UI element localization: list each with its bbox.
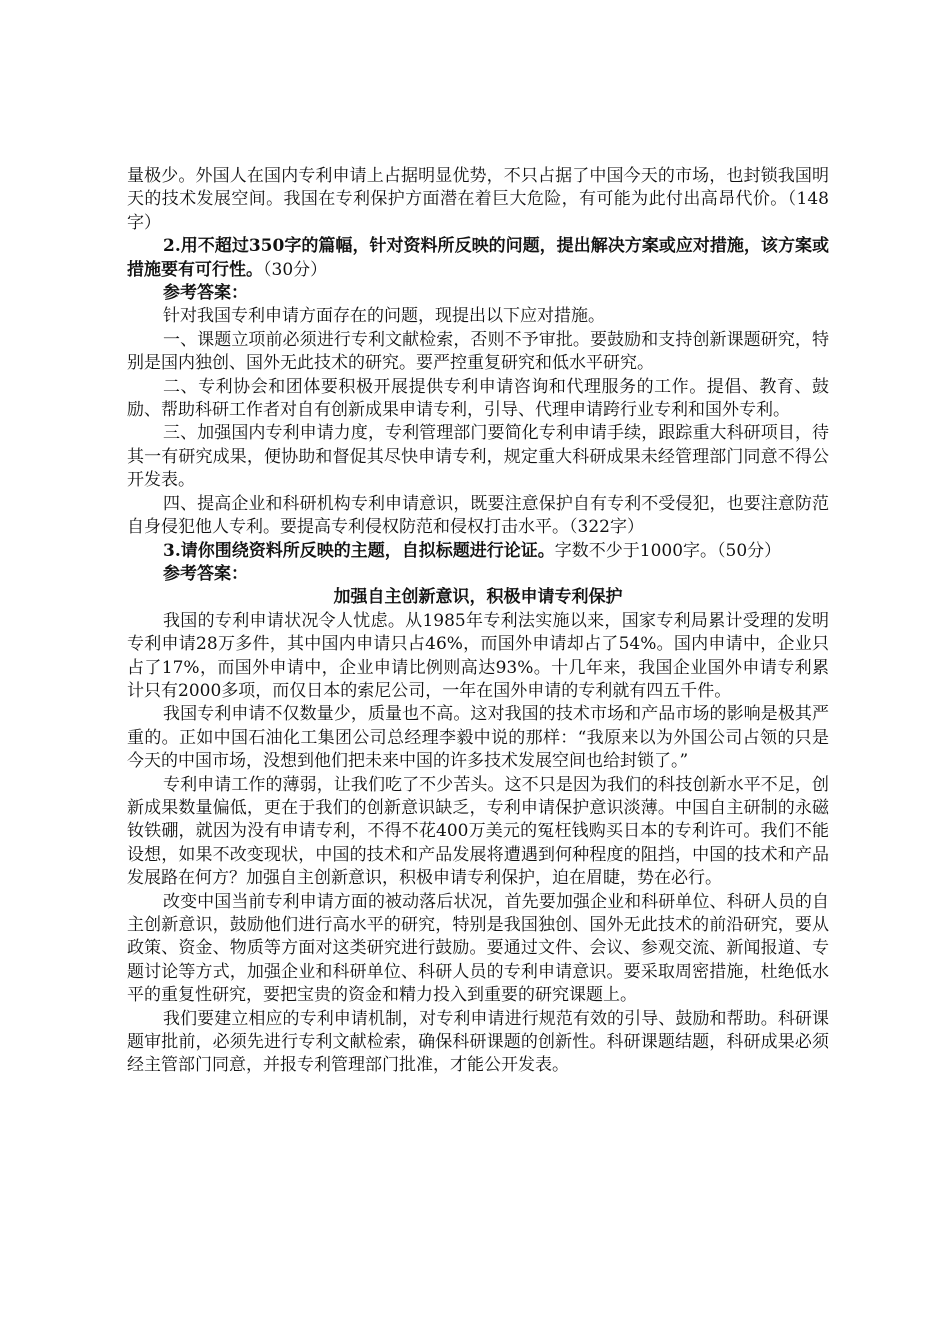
answer-2-item-3: 三、加强国内专利申请力度，专利管理部门要简化专利申请手续，跟踪重大科研项目，待其一有研究成果，便协助和督促其尽快申请专利，规定重大科研成果未经管理部门同意不得公开发表。 bbox=[127, 423, 829, 491]
reference-answer-label-2: 参考答案： bbox=[163, 563, 248, 584]
question-2-text: 2.用不超过350字的篇幅，针对资料所反映的问题，提出解决方案或应对措施，该方案或措施要有可行性。 bbox=[127, 236, 829, 280]
answer-2-intro: 针对我国专利申请方面存在的问题，现提出以下应对措施。 bbox=[163, 306, 605, 327]
paragraph-continuation: 量极少。外国人在国内专利申请上占据明显优势，不只占据了中国今天的市场，也封锁我国明天的技术发展空间。我国在专利保护方面潜在着巨大危险，有可能为此付出高昂代价。（148字） bbox=[127, 166, 829, 233]
answer-2-item-4: 四、提高企业和科研机构专利申请意识，既要注意保护自有专利不受侵犯，也要注意防范自身侵犯他人专利。要提高专利侵权防范和侵权打击水平。（322字） bbox=[127, 493, 829, 538]
essay-title: 加强自主创新意识，积极申请专利保护 bbox=[333, 587, 623, 608]
reference-answer-label: 参考答案： bbox=[163, 283, 248, 304]
answer-2-item-1: 一、课题立项前必须进行专利文献检索，否则不予审批。要鼓励和支持创新课题研究，特别是国内独创、国外无此技术的研究。要严控重复研究和低水平研究。 bbox=[127, 329, 829, 374]
question-3 bbox=[127, 540, 829, 563]
essay-paragraph-5: 我们要建立相应的专利申请机制，对专利申请进行规范有效的引导、鼓励和帮助。科研课题审批前，必须先进行专利文献检索，确保科研课题的创新性。科研课题结题，科研成果必须经主管部门同意，并报专利管理部门批准，才能公开发表。 bbox=[127, 1008, 829, 1076]
essay-paragraph-3: 专利申请工作的薄弱，让我们吃了不少苦头。这不只是因为我们的科技创新水平不足，创新成果数量偏低，更在于我们的创新意识缺乏，专利申请保护意识淡薄。中国自主研制的永磁钕铁硼，就因为没有申请专利，不得不花400万美元的冤枉钱购买日本的专利许可。我们不能设想，如果不改变现状，中国的技术和产品发展将遭遇到何种程度的阻挡，中国的技术和产品发展路在何方？加强自主创新意识，积极申请专利保护，迫在眉睫，势在必行。 bbox=[127, 774, 829, 889]
question-2 bbox=[127, 235, 829, 282]
answer-2-item-2: 二、专利协会和团体要积极开展提供专利申请咨询和代理服务的工作。提倡、教育、鼓励、帮助科研工作者对自有创新成果申请专利，引导、代理申请跨行业专利和国外专利。 bbox=[127, 376, 829, 421]
question-2-score: （30分） bbox=[263, 259, 328, 280]
question-3-requirement: 字数不少于1000字。（50分） bbox=[554, 540, 782, 561]
essay-paragraph-1: 我国的专利申请状况令人忧虑。从1985年专利法实施以来，国家专利局累计受理的发明专利申请28万多件，其中国内申请只占46%，而国外申请却占了54%。国内申请中，企业只占了17%，而国外申请中，企业申请比例则高达93%。十几年来，我国企业国外申请专利累计只有2000多项，而仅日本的索尼公司，一年在国外申请的专利就有四五千件。 bbox=[127, 610, 829, 701]
question-3-text: 3.请你围绕资料所反映的主题，自拟标题进行论证。 bbox=[163, 540, 555, 561]
essay-paragraph-2: 我国专利申请不仅数量少，质量也不高。这对我国的技术市场和产品市场的影响是极其严重的。正如中国石油化工集团公司总经理李毅中说的那样：“我原来以为外国公司占领的只是今天的中国市场，没想到他们把未来中国的许多技术发展空间也给封锁了。” bbox=[127, 704, 829, 772]
essay-paragraph-4: 改变中国当前专利申请方面的被动落后状况，首先要加强企业和科研单位、科研人员的自主创新意识，鼓励他们进行高水平的研究，特别是我国独创、国外无此技术的前沿研究，要从政策、资金、物质等方面对这类研究进行鼓励。要通过文件、会议、参观交流、新闻报道、专题讨论等方式，加强企业和科研单位、科研人员的专利申请意识。要采取周密措施，杜绝低水平的重复性研究，要把宝贵的资金和精力投入到重要的研究课题上。 bbox=[127, 891, 829, 1006]
document-page bbox=[127, 165, 829, 1078]
